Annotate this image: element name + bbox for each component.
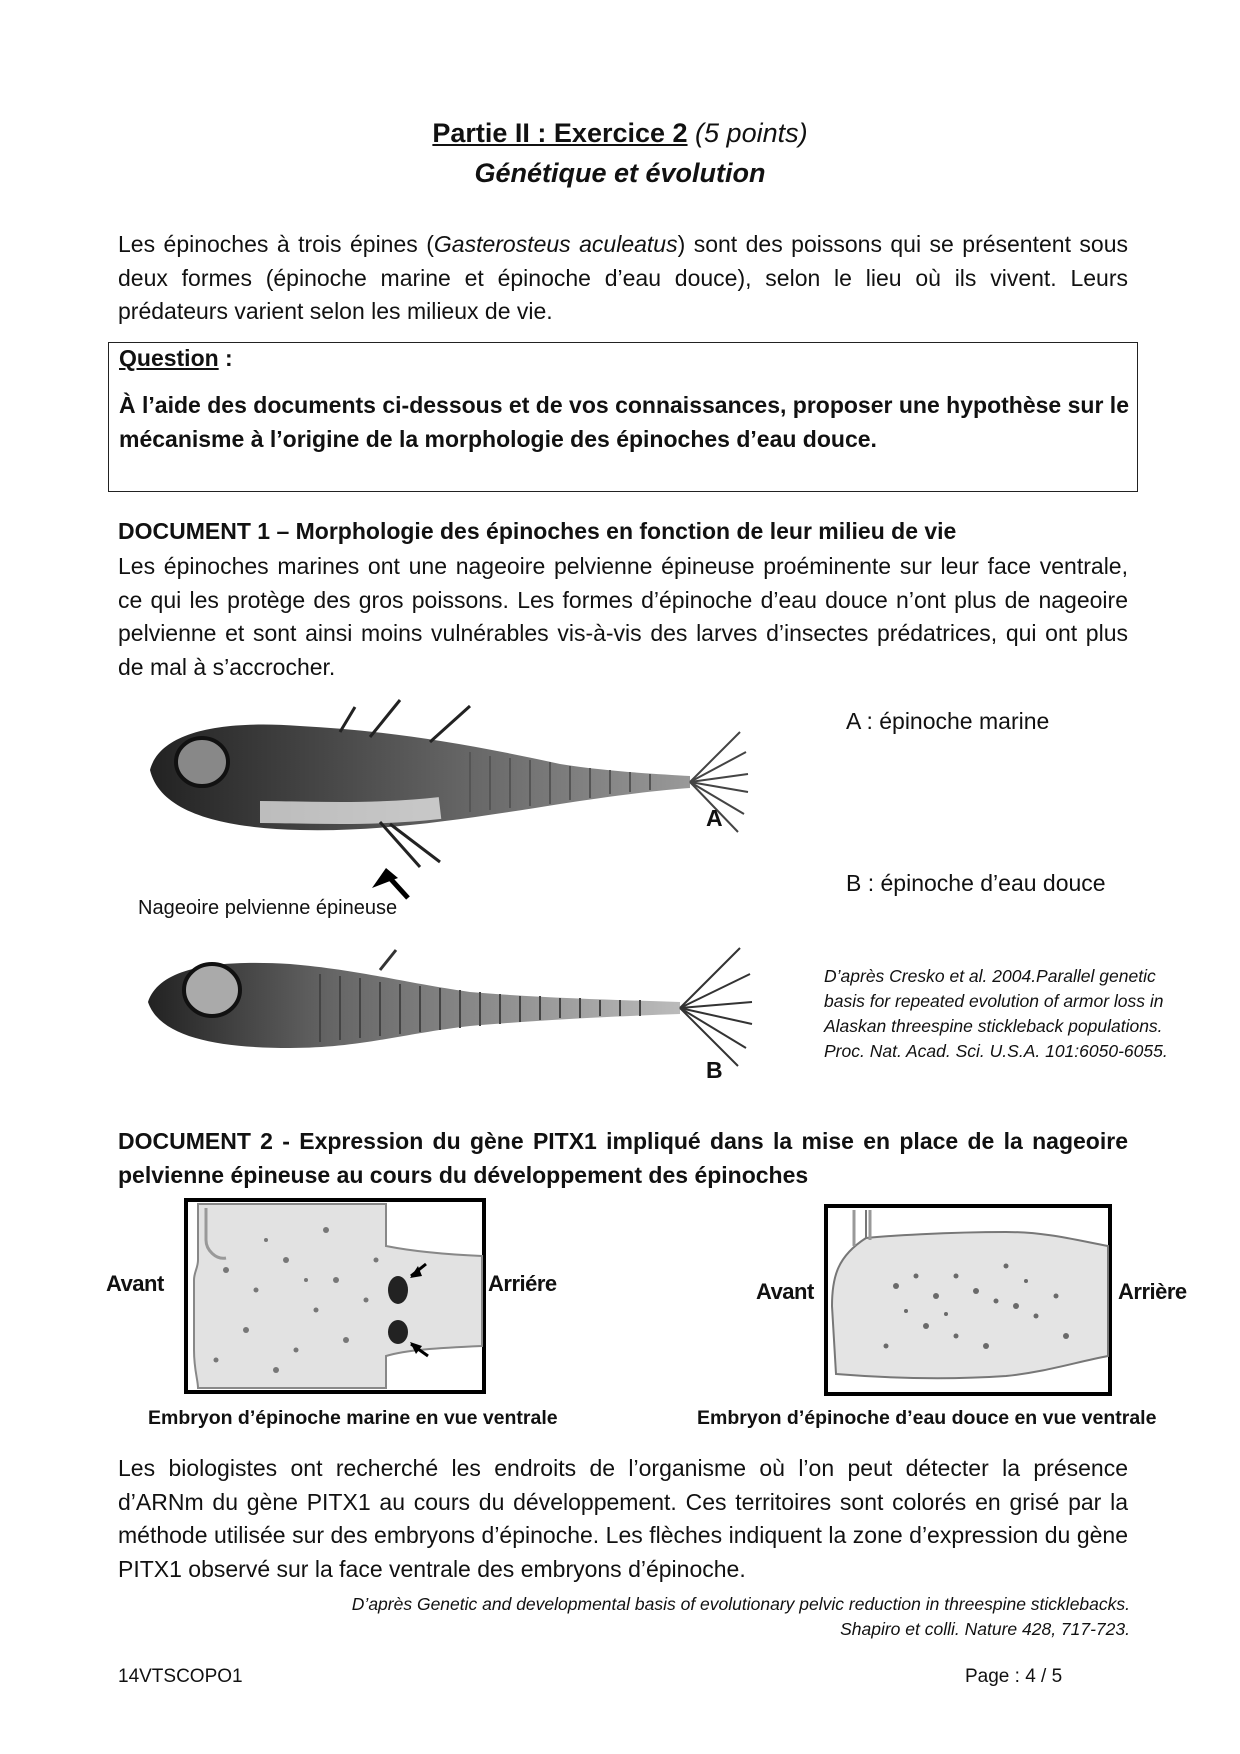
question-text: À l’aide des documents ci-dessous et de vos connaissances, proposer une hypothèse sur le mécanisme à l’origine de la morphologie des épinoches d’eau douce. bbox=[119, 392, 1129, 452]
page-number: Page : 4 / 5 bbox=[965, 1666, 1063, 1687]
question-label-text: Question bbox=[119, 345, 219, 371]
embryo-marine-image bbox=[186, 1200, 484, 1392]
pelvic-fin-label: Nageoire pelvienne épineuse bbox=[138, 897, 398, 919]
doc1-citation bbox=[824, 964, 1168, 1064]
intro-text-end: ) sont des poissons qui se présentent sous deux formes (épinoche marine et épinoche d’eau douce), selon le lieu où ils vivent. Leurs prédateurs varient selon les milieux de vie. bbox=[118, 231, 1129, 324]
legend-a: A : épinoche marine bbox=[846, 708, 1050, 734]
caption-freshwater-embryo: Embryon d’épinoche d’eau douce en vue ventrale bbox=[697, 1407, 1157, 1429]
citation-line: Proc. Nat. Acad. Sci. U.S.A. 101:6050-6055. bbox=[824, 1041, 1168, 1061]
title-points: (5 points) bbox=[695, 118, 808, 148]
fish-b-image bbox=[140, 930, 760, 1070]
question-label-colon: : bbox=[218, 345, 233, 371]
fish-b-marker: B bbox=[706, 1057, 723, 1083]
marine-front-label: Avant bbox=[106, 1271, 164, 1296]
fish-a-image bbox=[140, 692, 760, 882]
embryo-freshwater-image bbox=[826, 1206, 1110, 1394]
caption-marine-embryo: Embryon d’épinoche marine en vue ventrale bbox=[148, 1407, 558, 1429]
freshwater-back-label: Arrière bbox=[1118, 1279, 1187, 1304]
legend-b: B : épinoche d’eau douce bbox=[846, 870, 1106, 896]
species-name: Gasterosteus aculeatus bbox=[433, 231, 678, 257]
freshwater-front-label: Avant bbox=[756, 1279, 814, 1304]
citation-line: Alaskan threespine stickleback populations. bbox=[824, 1016, 1163, 1036]
doc1-heading: DOCUMENT 1 – Morphologie des épinoches en fonction de leur milieu de vie bbox=[118, 518, 957, 544]
citation-line: D’après Genetic and developmental basis of evolutionary pelvic reduction in threespine sticklebacks. bbox=[351, 1594, 1130, 1614]
intro-text-start: Les épinoches à trois épines ( bbox=[118, 231, 434, 257]
exercise-subtitle: Génétique et évolution bbox=[474, 158, 766, 188]
doc2-heading: DOCUMENT 2 - Expression du gène PITX1 impliqué dans la mise en place de la nageoire pelvienne épineuse au cours du développement des épinoches bbox=[118, 1128, 1128, 1188]
exercise-title bbox=[0, 118, 1240, 149]
doc2-text: Les biologistes ont recherché les endroits de l’organisme où l’on peut détecter la présence d’ARNm du gène PITX1 au cours du développement. Ces territoires sont colorés en grisé par la méthode utilisée sur des embryons d’épinoche. Les flèches indiquent la zone d’expression du gène PITX1 observé sur la face ventrale des embryons d’épinoche. bbox=[118, 1455, 1128, 1582]
title-main: Partie II : Exercice 2 bbox=[432, 118, 688, 148]
question-label bbox=[119, 345, 233, 372]
doc1-text: Les épinoches marines ont une nageoire pelvienne épineuse proéminente sur leur face ventrale, ce qui les protège des gros poissons. Les formes d’épinoche d’eau douce n’ont plus de nageoire pelvienne et sont ainsi moins vulnérables vis-à-vis des larves d’insectes prédatrices, qui ont plus de mal à s’accrocher. bbox=[118, 553, 1128, 680]
citation-line: basis for repeated evolution of armor loss in bbox=[824, 991, 1164, 1011]
citation-line: D’après Cresko et al. 2004.Parallel genetic bbox=[824, 966, 1156, 986]
citation-line: Shapiro et colli. Nature 428, 717-723. bbox=[840, 1619, 1130, 1639]
document-code: 14VTSCOPO1 bbox=[118, 1666, 243, 1687]
doc2-citation bbox=[240, 1592, 1130, 1642]
intro-paragraph bbox=[118, 228, 1128, 329]
marine-back-label: Arriére bbox=[488, 1271, 557, 1296]
fish-a-marker: A bbox=[706, 805, 723, 831]
